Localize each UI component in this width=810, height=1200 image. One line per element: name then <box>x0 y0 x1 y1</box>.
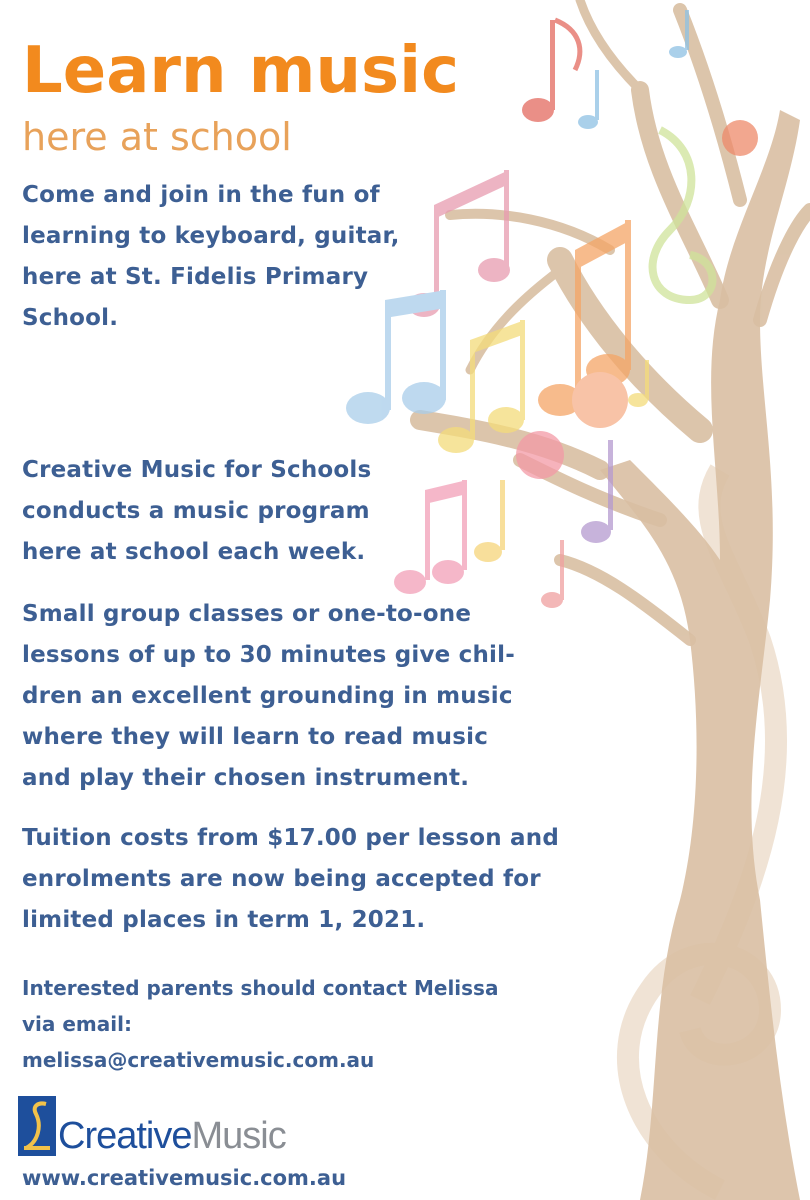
website-link[interactable]: www.creativemusic.com.au <box>22 1166 347 1190</box>
lessons-paragraph <box>22 594 582 799</box>
lessons-line: dren an excellent grounding in music <box>22 683 513 709</box>
intro-line: learning to keyboard, guitar, <box>22 223 400 249</box>
contact-line: via email: <box>22 1012 132 1036</box>
logo-word-creative: Creative <box>58 1115 192 1157</box>
harp-logo-icon <box>18 1096 56 1156</box>
program-line: conducts a music program <box>22 498 370 524</box>
intro-line: here at St. Fidelis Primary <box>22 264 369 290</box>
page-title: Learn music <box>22 34 459 108</box>
lessons-line: and play their chosen instrument. <box>22 765 470 791</box>
creative-music-logo <box>18 1096 286 1156</box>
logo-word-music: Music <box>191 1115 286 1157</box>
page-subtitle: here at school <box>22 115 292 159</box>
tuition-line: Tuition costs from $17.00 per lesson and <box>22 825 559 851</box>
tuition-line: limited places in term 1, 2021. <box>22 907 426 933</box>
intro-line: Come and join in the fun of <box>22 182 380 208</box>
intro-paragraph <box>22 175 442 339</box>
tuition-paragraph <box>22 818 592 941</box>
lessons-line: where they will learn to read music <box>22 724 489 750</box>
lessons-line: Small group classes or one-to-one <box>22 601 472 627</box>
contact-email-link[interactable]: melissa@creativemusic.com.au <box>22 1048 375 1072</box>
program-line: Creative Music for Schools <box>22 457 372 483</box>
contact-paragraph <box>22 970 498 1078</box>
contact-line: Interested parents should contact Melissa <box>22 976 499 1000</box>
program-paragraph <box>22 450 442 573</box>
lessons-line: lessons of up to 30 minutes give chil- <box>22 642 515 668</box>
program-line: here at school each week. <box>22 539 366 565</box>
tuition-line: enrolments are now being accepted for <box>22 866 541 892</box>
intro-line: School. <box>22 305 119 331</box>
